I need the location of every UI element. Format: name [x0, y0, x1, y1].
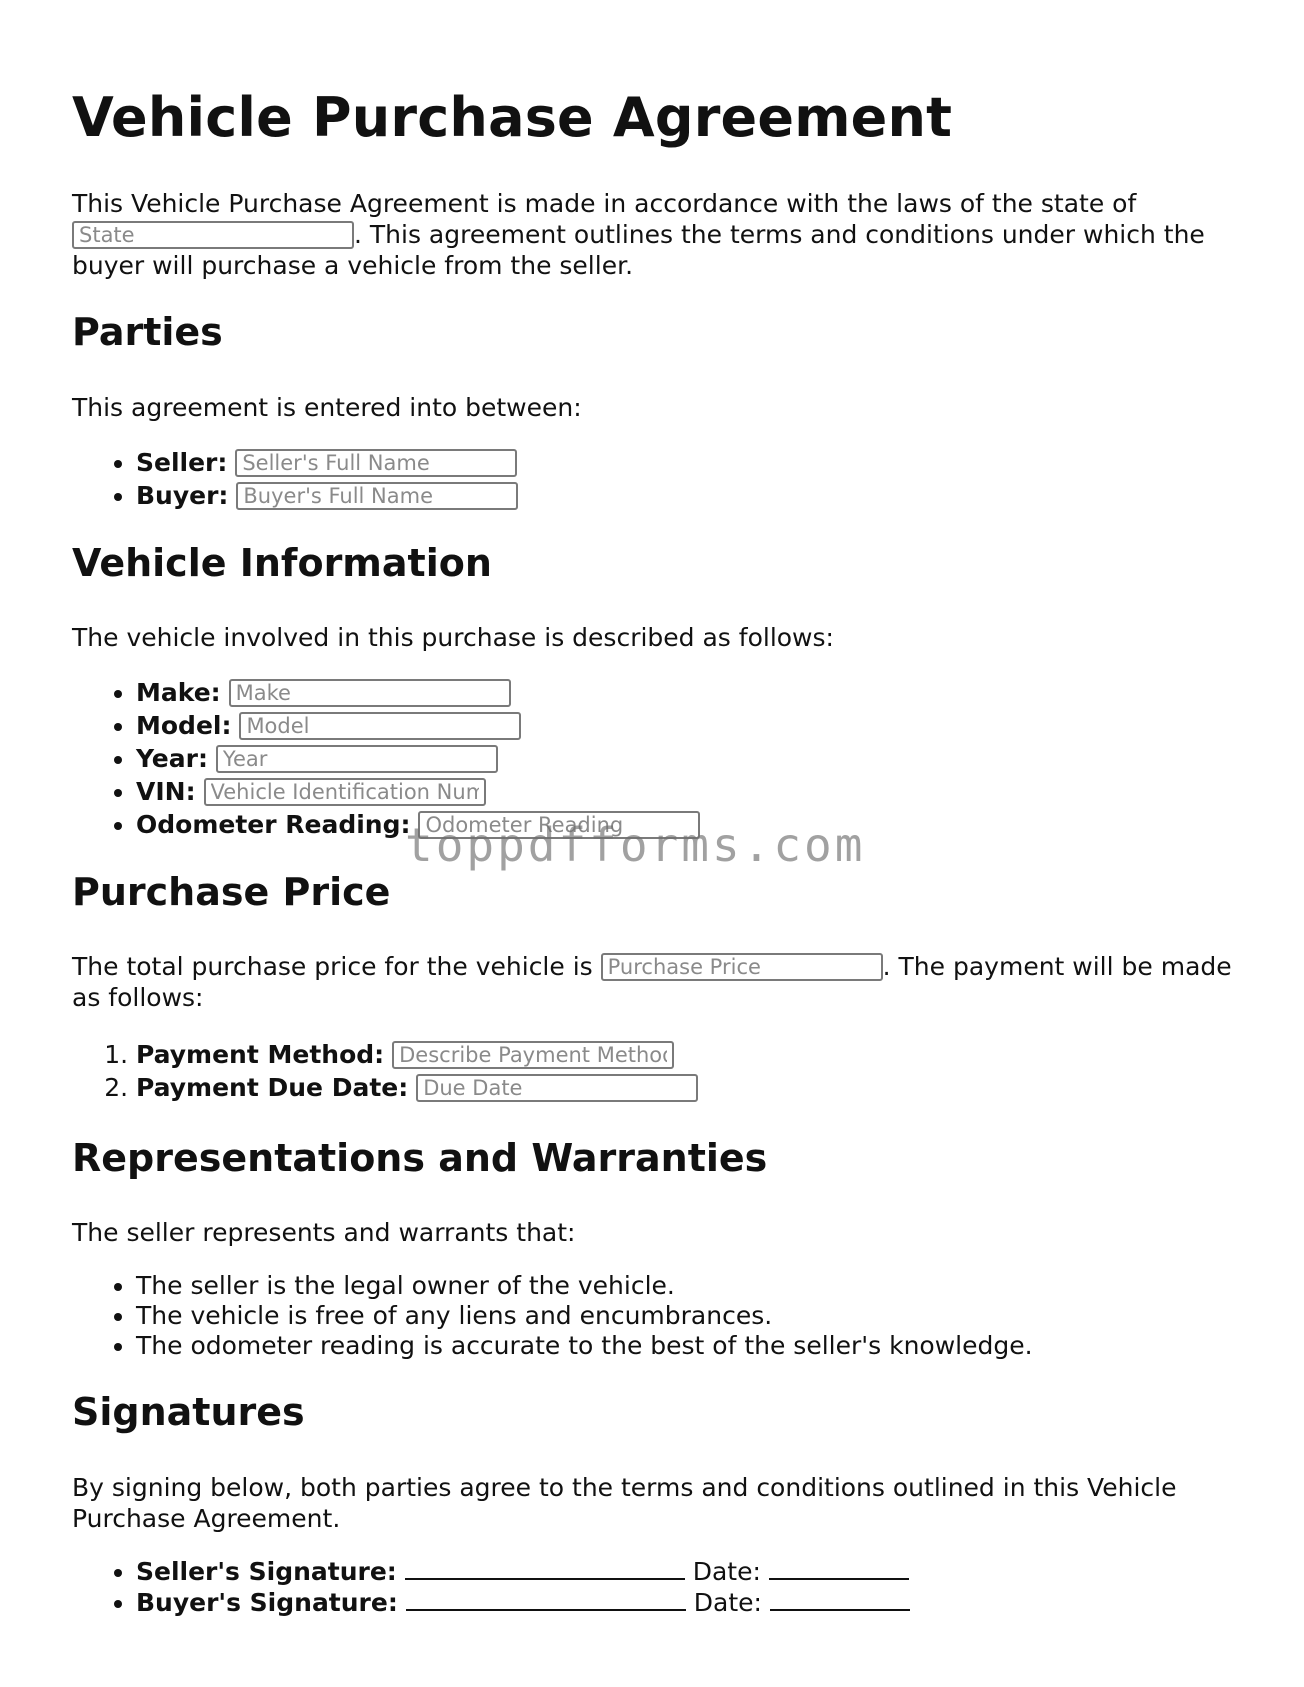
state-input[interactable] [72, 221, 354, 249]
list-item: • The vehicle is free of any liens and encumbrances. [136, 1301, 1033, 1331]
payment-method-label: Payment Method: [136, 1040, 385, 1069]
price-paragraph [72, 951, 1232, 1013]
model-label: Model: [136, 711, 232, 740]
watermark: toppdfforms.com [405, 818, 866, 872]
parties-list [72, 446, 518, 512]
warranties-text: The seller represents and warrants that: [72, 1218, 576, 1247]
vin-label: VIN: [136, 777, 196, 806]
seller-label: Seller: [136, 448, 228, 477]
purchase-price-input[interactable] [601, 953, 883, 981]
payment-due-input[interactable] [416, 1074, 698, 1102]
intro-text-after: . This agreement outlines the terms and conditions under which the buyer will purchase a vehicle from the seller. [72, 220, 1205, 280]
price-heading: Purchase Price [72, 870, 391, 914]
intro-text-before: This Vehicle Purchase Agreement is made in accordance with the laws of the state of [72, 189, 1137, 218]
vehicle-text: The vehicle involved in this purchase is described as follows: [72, 623, 834, 652]
parties-heading: Parties [72, 310, 223, 354]
year-input[interactable] [216, 745, 498, 773]
seller-date-line[interactable] [769, 1556, 909, 1580]
vin-input[interactable] [204, 778, 486, 806]
seller-signature-label: Seller's Signature: [136, 1557, 397, 1586]
buyer-signature-line[interactable] [406, 1587, 686, 1611]
make-input[interactable] [229, 679, 511, 707]
list-item [136, 1038, 698, 1071]
signatures-list [72, 1556, 910, 1618]
odometer-label: Odometer Reading: [136, 810, 411, 839]
buyer-label: Buyer: [136, 481, 229, 510]
signatures-heading: Signatures [72, 1390, 305, 1434]
vehicle-heading: Vehicle Information [72, 541, 492, 585]
seller-name-input[interactable] [235, 449, 517, 477]
list-item [136, 676, 700, 709]
payment-due-label: Payment Due Date: [136, 1073, 409, 1102]
signatures-text: By signing below, both parties agree to the terms and conditions outlined in this Vehicle Purchase Agreement. [72, 1473, 1177, 1533]
list-item [136, 709, 700, 742]
payment-method-input[interactable] [392, 1041, 674, 1069]
seller-signature-line[interactable] [405, 1556, 685, 1580]
document-title: Vehicle Purchase Agreement [72, 86, 953, 149]
make-label: Make: [136, 678, 221, 707]
list-item [136, 1556, 910, 1587]
list-item: • The seller is the legal owner of the vehicle. [136, 1271, 1033, 1301]
list-item: • The odometer reading is accurate to the best of the seller's knowledge. [136, 1331, 1033, 1361]
list-item [136, 775, 700, 808]
list-item [136, 479, 518, 512]
intro-paragraph [72, 188, 1232, 281]
parties-text: This agreement is entered into between: [72, 393, 582, 422]
list-item [136, 742, 700, 775]
list-item [136, 1587, 910, 1618]
buyer-name-input[interactable] [236, 482, 518, 510]
buyer-signature-label: Buyer's Signature: [136, 1588, 398, 1617]
price-text-after: . The payment will be made as follows: [72, 952, 1232, 1012]
list-item [136, 1071, 698, 1104]
price-text-before: The total purchase price for the vehicle is [72, 952, 601, 981]
vehicle-list [72, 676, 700, 841]
year-label: Year: [136, 744, 208, 773]
warranties-list [72, 1271, 1033, 1361]
seller-date-label: Date: [692, 1557, 761, 1586]
buyer-date-line[interactable] [770, 1587, 910, 1611]
list-item [136, 446, 518, 479]
payment-list [72, 1038, 698, 1104]
warranties-heading: Representations and Warranties [72, 1136, 768, 1180]
model-input[interactable] [239, 712, 521, 740]
buyer-date-label: Date: [693, 1588, 762, 1617]
